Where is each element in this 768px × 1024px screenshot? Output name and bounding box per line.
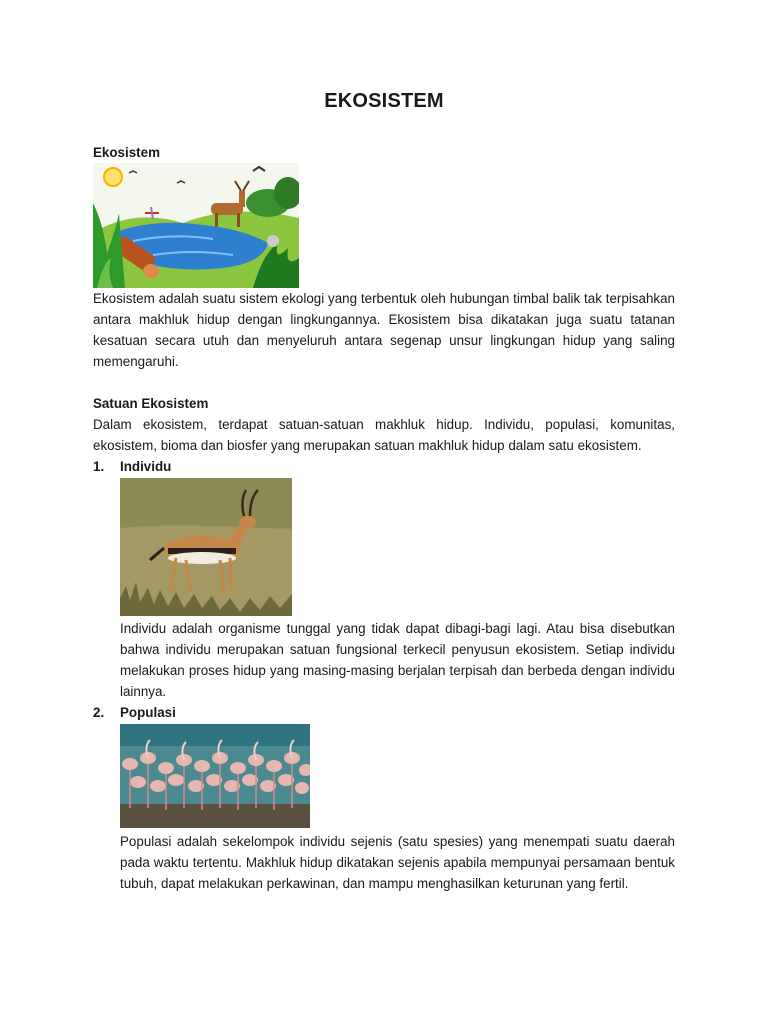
- document-body: [93, 142, 675, 894]
- gazelle-photo: [120, 478, 292, 616]
- list-item-individu-heading: [93, 456, 675, 477]
- list-item-populasi-heading: [93, 702, 675, 723]
- list-heading: Individu: [120, 459, 172, 474]
- page-title: EKOSISTEM: [324, 90, 444, 112]
- list-item-populasi-body: [120, 724, 675, 894]
- list-item-individu-body: [120, 478, 675, 702]
- list-number: 2.: [93, 705, 105, 720]
- flamingo-photo: [120, 724, 310, 828]
- section-heading-ekosistem: Ekosistem: [93, 145, 160, 160]
- paragraph-populasi: Populasi adalah sekelompok individu sejenis (satu spesies) yang menempati suatu daerah pada waktu tertentu. Makhluk hidup dikatakan sejenis apabila mempunyai persamaan bentuk tubuh, dapat melakukan perkawinan, dan mampu menghasilkan keturunan yang fertil.: [120, 834, 675, 891]
- ecosystem-illustration: [93, 163, 299, 288]
- paragraph-ekosistem: Ekosistem adalah suatu sistem ekologi yang terbentuk oleh hubungan timbal balik tak terpisahkan antara makhluk hidup dengan lingkungannya. Ekosistem bisa dikatakan juga suatu tatanan kesatuan secara utuh dan menyeluruh antara segenap unsur lingkungan hidup yang saling memengaruhi.: [93, 291, 675, 369]
- list-number: 1.: [93, 459, 105, 474]
- spacer: [93, 372, 675, 393]
- paragraph-individu: Individu adalah organisme tunggal yang tidak dapat dibagi-bagi lagi. Atau bisa disebutkan bahwa individu merupakan satuan fungsional terkecil penyusun ekosistem. Setiap individu melakukan proses hidup yang masing-masing berjalan terpisah dan berbeda dengan individu lainnya.: [120, 621, 675, 699]
- paragraph-satuan: Dalam ekosistem, terdapat satuan-satuan makhluk hidup. Individu, populasi, komunitas, ekosistem, bioma dan biosfer yang merupakan satuan makhluk hidup dalam satu ekosistem.: [93, 417, 675, 453]
- list-heading: Populasi: [120, 705, 176, 720]
- section-heading-satuan: Satuan Ekosistem: [93, 396, 209, 411]
